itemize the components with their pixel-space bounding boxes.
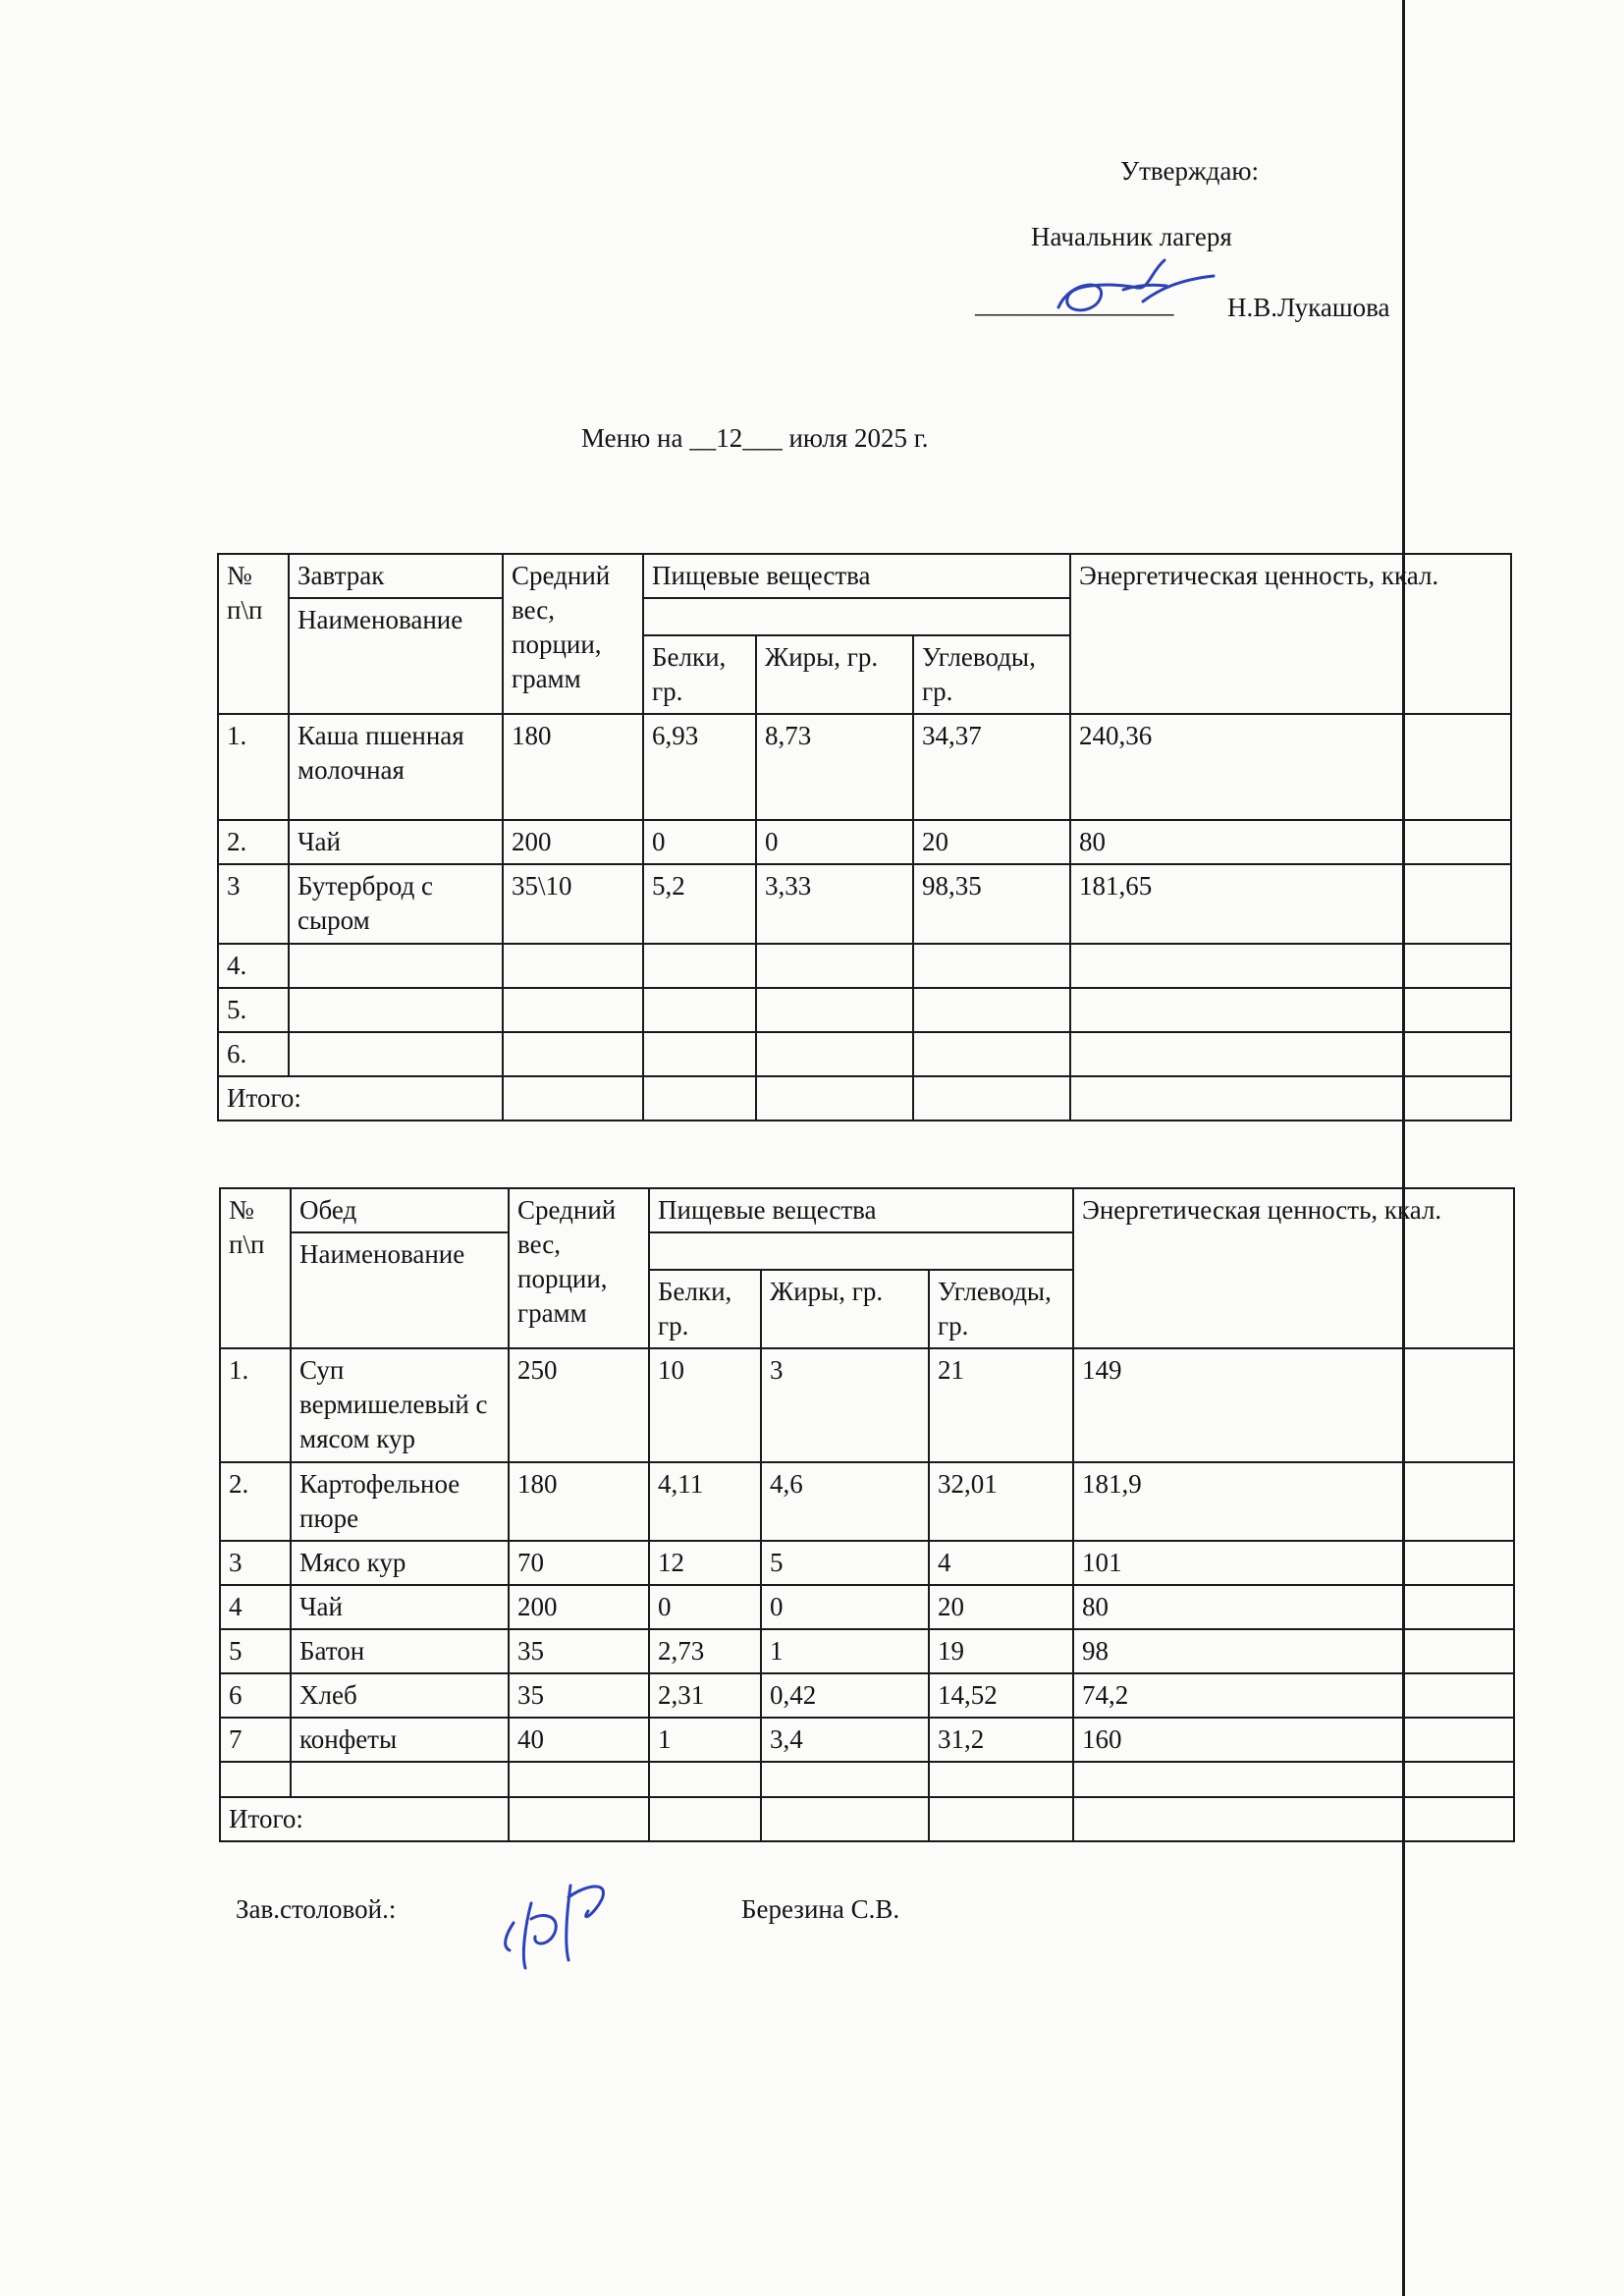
lunch-row-name: Чай bbox=[291, 1585, 509, 1629]
lunch-row-weight: 250 bbox=[509, 1348, 649, 1461]
lunch-row-protein: 1 bbox=[649, 1718, 761, 1762]
breakfast-row-weight: 200 bbox=[503, 820, 643, 864]
lunch-row-carbs: 19 bbox=[929, 1629, 1073, 1673]
signature-line: _______________ bbox=[975, 289, 1174, 318]
breakfast-row-weight bbox=[503, 1032, 643, 1076]
lunch-row-num: 6 bbox=[220, 1673, 291, 1718]
breakfast-row-name bbox=[289, 944, 503, 988]
lunch-row-protein: 2,73 bbox=[649, 1629, 761, 1673]
breakfast-row-fat: 3,33 bbox=[756, 864, 913, 943]
lunch-row-fat: 4,6 bbox=[761, 1462, 929, 1541]
lunch-row-carbs: 4 bbox=[929, 1541, 1073, 1585]
lunch-row-weight: 35 bbox=[509, 1629, 649, 1673]
lunch-row-name: Хлеб bbox=[291, 1673, 509, 1718]
lunch-row-num: 2. bbox=[220, 1462, 291, 1541]
breakfast-row-carbs bbox=[913, 944, 1070, 988]
lunch-total-label: Итого: bbox=[220, 1797, 509, 1841]
breakfast-row-fat bbox=[756, 988, 913, 1032]
lunch-header-name: Наименование bbox=[291, 1232, 509, 1348]
lunch-row-weight: 200 bbox=[509, 1585, 649, 1629]
breakfast-row-energy: 80 bbox=[1070, 820, 1511, 864]
lunch-total-fat bbox=[761, 1797, 929, 1841]
lunch-row-fat: 3 bbox=[761, 1348, 929, 1461]
breakfast-row-carbs bbox=[913, 1032, 1070, 1076]
lunch-row-num: 4 bbox=[220, 1585, 291, 1629]
lunch-header-num: № п\п bbox=[220, 1188, 291, 1348]
breakfast-row-protein bbox=[643, 944, 756, 988]
lunch-row-energy bbox=[1073, 1762, 1514, 1797]
breakfast-header-meal: Завтрак bbox=[289, 554, 503, 598]
lunch-row-num: 3 bbox=[220, 1541, 291, 1585]
lunch-total-carbs bbox=[929, 1797, 1073, 1841]
approve-label: Утверждаю: bbox=[1120, 156, 1260, 186]
lunch-header-spacer bbox=[649, 1232, 1073, 1270]
lunch-row-carbs: 21 bbox=[929, 1348, 1073, 1461]
lunch-row-num bbox=[220, 1762, 291, 1797]
lunch-row-energy: 80 bbox=[1073, 1585, 1514, 1629]
lunch-row-weight: 180 bbox=[509, 1462, 649, 1541]
lunch-row-protein: 0 bbox=[649, 1585, 761, 1629]
lunch-row-carbs: 20 bbox=[929, 1585, 1073, 1629]
lunch-row-fat: 0,42 bbox=[761, 1673, 929, 1718]
breakfast-total-protein bbox=[643, 1076, 756, 1121]
breakfast-row-protein: 6,93 bbox=[643, 714, 756, 820]
breakfast-header-name: Наименование bbox=[289, 598, 503, 714]
canteen-head-signature bbox=[486, 1856, 633, 1984]
approver-signature bbox=[1041, 250, 1227, 329]
lunch-header-carbs: Углеводы, гр. bbox=[929, 1270, 1073, 1348]
breakfast-total-carbs bbox=[913, 1076, 1070, 1121]
breakfast-total-fat bbox=[756, 1076, 913, 1121]
lunch-header-protein: Белки, гр. bbox=[649, 1270, 761, 1348]
lunch-row-name: Картофельное пюре bbox=[291, 1462, 509, 1541]
breakfast-header-energy: Энергетическая ценность, ккал. bbox=[1070, 554, 1511, 714]
lunch-row-carbs: 32,01 bbox=[929, 1462, 1073, 1541]
breakfast-row-weight bbox=[503, 988, 643, 1032]
breakfast-row-name: Бутерброд с сыром bbox=[289, 864, 503, 943]
lunch-row-name: конфеты bbox=[291, 1718, 509, 1762]
breakfast-total-label: Итого: bbox=[218, 1076, 503, 1121]
breakfast-row-weight: 35\10 bbox=[503, 864, 643, 943]
breakfast-header-nutrients: Пищевые вещества bbox=[643, 554, 1070, 598]
lunch-row-name: Суп вермишелевый с мясом кур bbox=[291, 1348, 509, 1461]
lunch-row-energy: 149 bbox=[1073, 1348, 1514, 1461]
breakfast-row-num: 6. bbox=[218, 1032, 289, 1076]
lunch-row-name: Мясо кур bbox=[291, 1541, 509, 1585]
breakfast-row-energy bbox=[1070, 944, 1511, 988]
breakfast-row-weight: 180 bbox=[503, 714, 643, 820]
breakfast-header-weight: Средний вес, порции, грамм bbox=[503, 554, 643, 714]
breakfast-row-fat: 8,73 bbox=[756, 714, 913, 820]
lunch-row-energy: 98 bbox=[1073, 1629, 1514, 1673]
lunch-total-protein bbox=[649, 1797, 761, 1841]
lunch-row-energy: 101 bbox=[1073, 1541, 1514, 1585]
lunch-table bbox=[219, 1187, 1515, 1842]
breakfast-row-weight bbox=[503, 944, 643, 988]
lunch-row-weight: 35 bbox=[509, 1673, 649, 1718]
breakfast-row-carbs bbox=[913, 988, 1070, 1032]
lunch-row-protein bbox=[649, 1762, 761, 1797]
approver-position: Начальник лагеря bbox=[1031, 222, 1232, 251]
lunch-row-carbs bbox=[929, 1762, 1073, 1797]
lunch-row-fat: 0 bbox=[761, 1585, 929, 1629]
approver-name: Н.В.Лукашова bbox=[1227, 293, 1390, 322]
lunch-header-weight: Средний вес, порции, грамм bbox=[509, 1188, 649, 1348]
lunch-row-energy: 160 bbox=[1073, 1718, 1514, 1762]
breakfast-row-name: Чай bbox=[289, 820, 503, 864]
lunch-row-num: 5 bbox=[220, 1629, 291, 1673]
lunch-row-energy: 181,9 bbox=[1073, 1462, 1514, 1541]
breakfast-row-name bbox=[289, 988, 503, 1032]
breakfast-row-num: 5. bbox=[218, 988, 289, 1032]
breakfast-header-fat: Жиры, гр. bbox=[756, 635, 913, 714]
lunch-row-fat: 5 bbox=[761, 1541, 929, 1585]
breakfast-header-carbs: Углеводы, гр. bbox=[913, 635, 1070, 714]
breakfast-row-fat bbox=[756, 944, 913, 988]
lunch-row-energy: 74,2 bbox=[1073, 1673, 1514, 1718]
lunch-total-energy bbox=[1073, 1797, 1514, 1841]
lunch-row-num: 1. bbox=[220, 1348, 291, 1461]
lunch-header-fat: Жиры, гр. bbox=[761, 1270, 929, 1348]
lunch-row-fat: 1 bbox=[761, 1629, 929, 1673]
lunch-row-protein: 4,11 bbox=[649, 1462, 761, 1541]
canteen-head-label: Зав.столовой.: bbox=[236, 1894, 397, 1924]
lunch-row-num: 7 bbox=[220, 1718, 291, 1762]
breakfast-row-num: 1. bbox=[218, 714, 289, 820]
breakfast-row-fat bbox=[756, 1032, 913, 1076]
breakfast-row-protein bbox=[643, 988, 756, 1032]
canteen-head-name: Березина С.В. bbox=[741, 1894, 900, 1924]
breakfast-row-name bbox=[289, 1032, 503, 1076]
breakfast-header-num: № п\п bbox=[218, 554, 289, 714]
breakfast-header-spacer bbox=[643, 598, 1070, 635]
lunch-row-carbs: 31,2 bbox=[929, 1718, 1073, 1762]
lunch-row-protein: 2,31 bbox=[649, 1673, 761, 1718]
lunch-row-weight bbox=[509, 1762, 649, 1797]
breakfast-row-energy: 240,36 bbox=[1070, 714, 1511, 820]
breakfast-row-protein: 0 bbox=[643, 820, 756, 864]
scan-edge-line bbox=[1402, 0, 1405, 2296]
page-title: Меню на __12___ июля 2025 г. bbox=[581, 423, 929, 453]
breakfast-row-num: 4. bbox=[218, 944, 289, 988]
breakfast-row-carbs: 34,37 bbox=[913, 714, 1070, 820]
lunch-row-fat bbox=[761, 1762, 929, 1797]
lunch-row-protein: 10 bbox=[649, 1348, 761, 1461]
lunch-row-name bbox=[291, 1762, 509, 1797]
lunch-row-weight: 40 bbox=[509, 1718, 649, 1762]
breakfast-row-energy bbox=[1070, 988, 1511, 1032]
lunch-total-weight bbox=[509, 1797, 649, 1841]
lunch-row-protein: 12 bbox=[649, 1541, 761, 1585]
breakfast-row-num: 2. bbox=[218, 820, 289, 864]
breakfast-row-protein: 5,2 bbox=[643, 864, 756, 943]
breakfast-row-name: Каша пшенная молочная bbox=[289, 714, 503, 820]
breakfast-row-fat: 0 bbox=[756, 820, 913, 864]
breakfast-header-protein: Белки, гр. bbox=[643, 635, 756, 714]
breakfast-row-carbs: 98,35 bbox=[913, 864, 1070, 943]
lunch-header-nutrients: Пищевые вещества bbox=[649, 1188, 1073, 1232]
lunch-row-name: Батон bbox=[291, 1629, 509, 1673]
breakfast-table bbox=[217, 553, 1512, 1121]
lunch-row-carbs: 14,52 bbox=[929, 1673, 1073, 1718]
lunch-header-meal: Обед bbox=[291, 1188, 509, 1232]
lunch-row-fat: 3,4 bbox=[761, 1718, 929, 1762]
breakfast-total-energy bbox=[1070, 1076, 1511, 1121]
lunch-header-energy: Энергетическая ценность, ккал. bbox=[1073, 1188, 1514, 1348]
breakfast-total-weight bbox=[503, 1076, 643, 1121]
breakfast-row-energy bbox=[1070, 1032, 1511, 1076]
breakfast-row-carbs: 20 bbox=[913, 820, 1070, 864]
breakfast-row-energy: 181,65 bbox=[1070, 864, 1511, 943]
lunch-row-weight: 70 bbox=[509, 1541, 649, 1585]
breakfast-row-protein bbox=[643, 1032, 756, 1076]
breakfast-row-num: 3 bbox=[218, 864, 289, 943]
